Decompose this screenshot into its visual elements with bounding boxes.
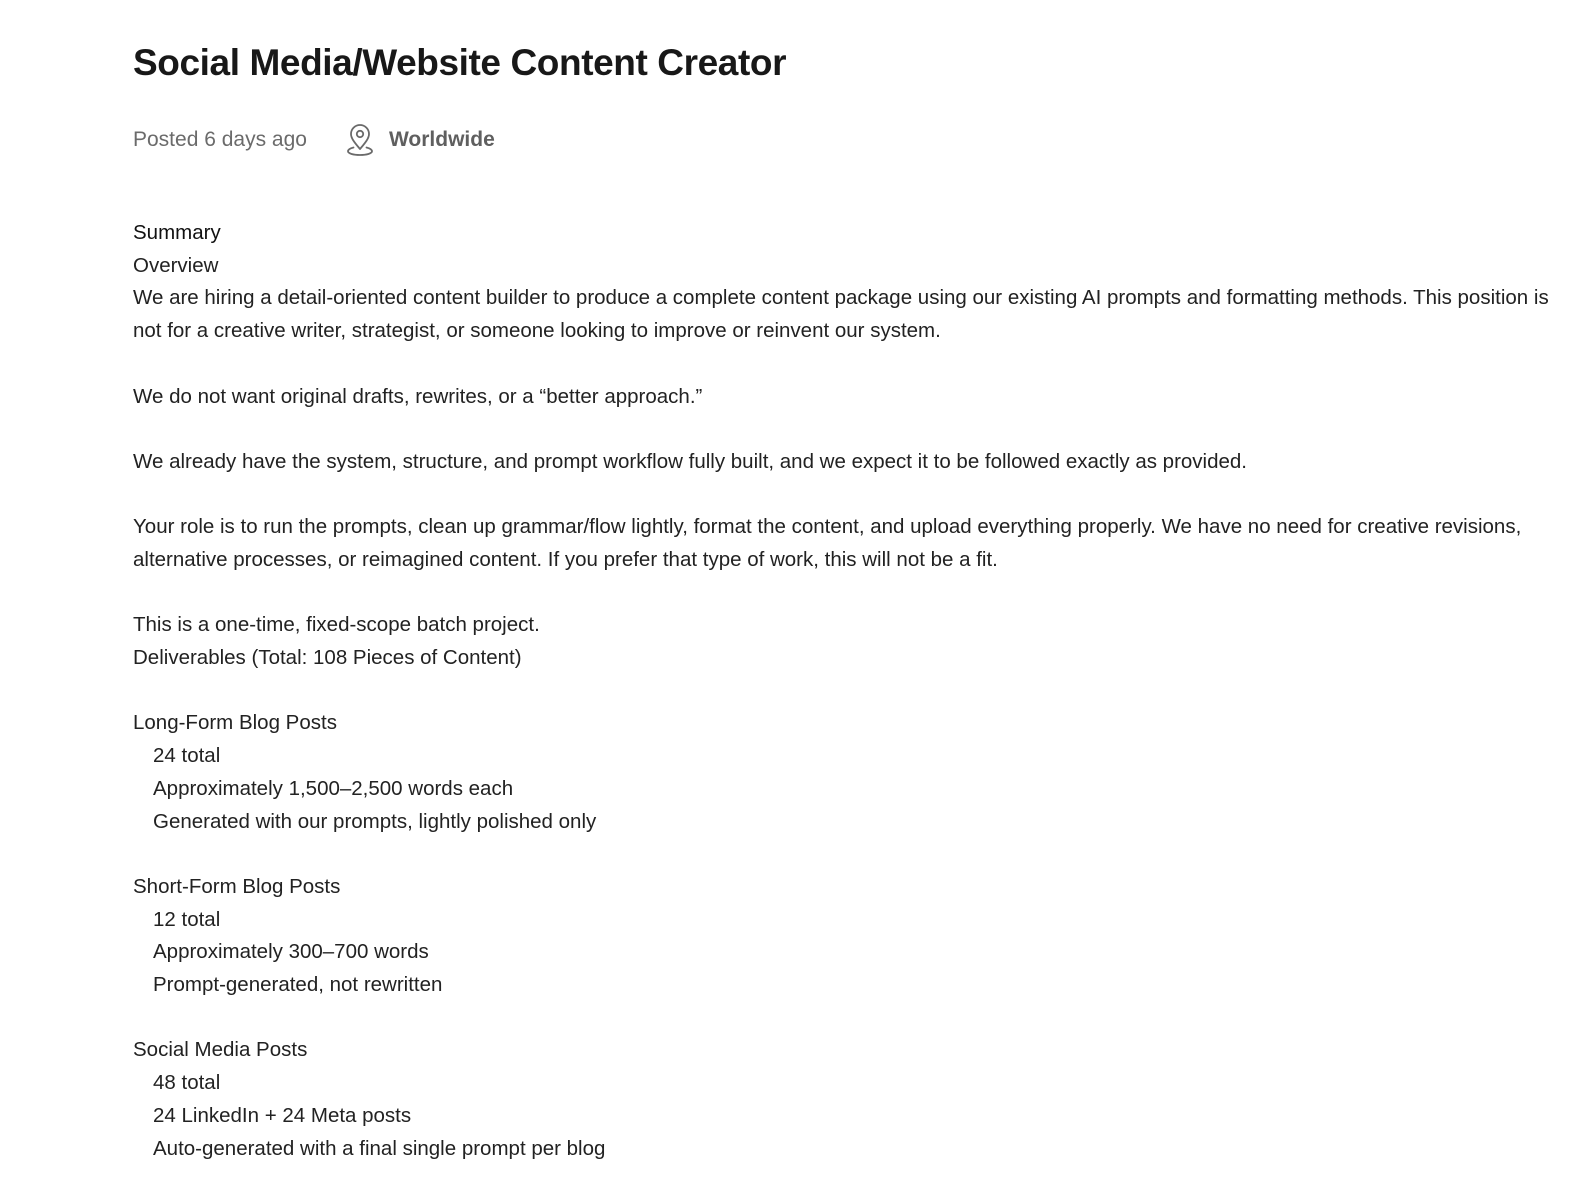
- description-paragraph: We do not want original drafts, rewrites, or a “better approach.”: [133, 384, 703, 408]
- section-heading: Long-Form Blog Posts: [133, 711, 337, 735]
- job-title: Social Media/Website Content Creator: [133, 42, 787, 83]
- description-paragraph: This is a one-time, fixed-scope batch project.: [133, 613, 540, 637]
- description-paragraph: We are hiring a detail-oriented content builder to produce a complete content package using our existing AI prompts and formatting methods. This position is not for a creative writer, strategist, or someone looking to improve or reinvent our system.: [133, 286, 1549, 343]
- job-meta: [133, 123, 495, 157]
- list-item: 24 total: [153, 744, 221, 768]
- list-item: 24 LinkedIn + 24 Meta posts: [153, 1103, 412, 1127]
- list-item: Approximately 1,500–2,500 words each: [153, 776, 514, 800]
- list-item: Approximately 300–700 words: [153, 940, 429, 964]
- posted-date: Posted 6 days ago: [133, 128, 307, 151]
- list-item: Auto-generated with a final single prompt per blog: [153, 1136, 606, 1160]
- list-item: 12 total: [153, 907, 221, 931]
- job-description: [133, 217, 1563, 1165]
- job-location: Worldwide: [388, 128, 495, 151]
- summary-heading: Summary: [133, 221, 221, 244]
- section-heading: Social Media Posts: [133, 1038, 308, 1062]
- overview-heading: Overview: [133, 253, 219, 277]
- section-heading: Short-Form Blog Posts: [133, 874, 341, 898]
- description-paragraph: Your role is to run the prompts, clean up grammar/flow lightly, format the content, and upload everything properly. We have no need for creative revisions, alternative processes, or reimagined content. If you prefer that type of work, this will not be a fit.: [133, 515, 1522, 571]
- list-item: Prompt-generated, not rewritten: [153, 973, 443, 997]
- deliverables-heading: Deliverables (Total: 108 Pieces of Content): [133, 646, 522, 670]
- list-item: 48 total: [153, 1071, 221, 1095]
- list-item: Generated with our prompts, lightly polished only: [153, 809, 597, 833]
- location-pin-icon: [345, 123, 375, 157]
- description-paragraph: We already have the system, structure, and prompt workflow fully built, and we expect it to be followed exactly as provided.: [133, 449, 1247, 473]
